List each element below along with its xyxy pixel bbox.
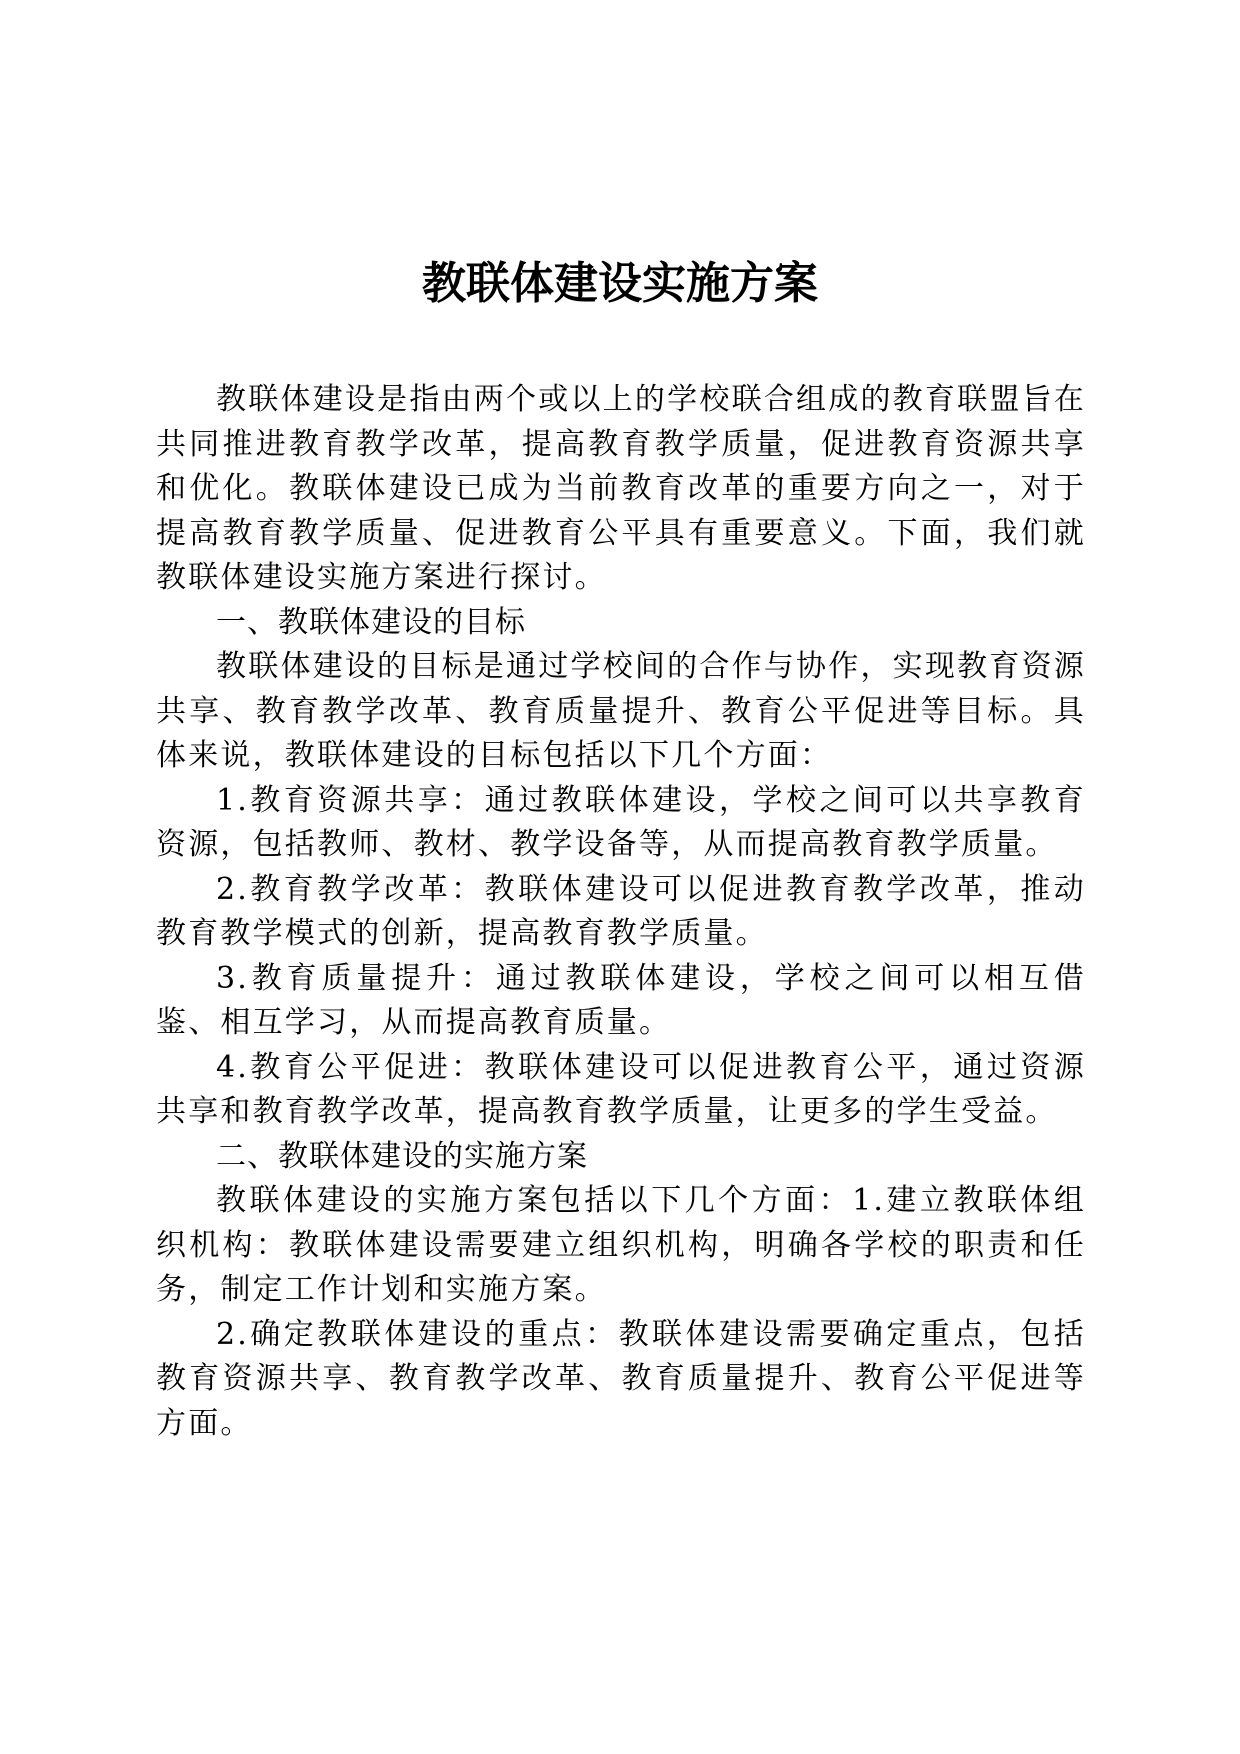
plan-2-paragraph: 2.确定教联体建设的重点：教联体建设需要确定重点，包括教育资源共享、教育教学改革、教育质量提升、教育公平促进等方面。 — [156, 1316, 1086, 1441]
intro-paragraph: 教联体建设是指由两个或以上的学校联合组成的教育联盟旨在共同推进教育教学改革，提高教育教学质量，促进教育资源共享和优化。教联体建设已成为当前教育改革的重要方向之一，对于提高教育教学质量、促进教育公平具有重要意义。下面，我们就教联体建设实施方案进行探讨。 — [156, 382, 1086, 595]
goal-2-paragraph: 2.教育教学改革：教联体建设可以促进教育教学改革，推动教育教学模式的创新，提高教育教学质量。 — [156, 871, 1086, 951]
goal-1-paragraph: 1.教育资源共享：通过教联体建设，学校之间可以共享教育资源，包括教师、教材、教学设备等，从而提高教育教学质量。 — [156, 782, 1086, 862]
document-body — [156, 378, 1086, 1446]
section-1-heading: 一、教联体建设的目标 — [216, 604, 526, 640]
section-2-heading: 二、教联体建设的实施方案 — [216, 1138, 588, 1174]
section-1-intro-paragraph: 教联体建设的目标是通过学校间的合作与协作，实现教育资源共享、教育教学改革、教育质量提升、教育公平促进等目标。具体来说，教联体建设的目标包括以下几个方面： — [156, 649, 1086, 773]
goal-4-paragraph: 4.教育公平促进：教联体建设可以促进教育公平，通过资源共享和教育教学改革，提高教育教学质量，让更多的学生受益。 — [156, 1049, 1086, 1129]
section-2-intro-paragraph: 教联体建设的实施方案包括以下几个方面：1.建立教联体组织机构：教联体建设需要建立组织机构，明确各学校的职责和任务，制定工作计划和实施方案。 — [156, 1183, 1086, 1307]
goal-3-paragraph: 3.教育质量提升：通过教联体建设，学校之间可以相互借鉴、相互学习，从而提高教育质量。 — [156, 960, 1086, 1040]
document-title: 教联体建设实施方案 — [422, 258, 818, 309]
